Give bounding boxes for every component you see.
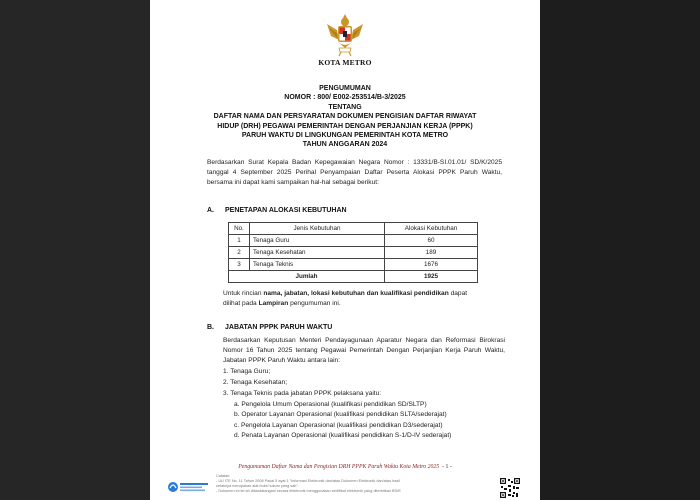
garuda-emblem-icon — [325, 10, 365, 58]
heading-line: PENGUMUMAN — [319, 85, 371, 92]
section-b-paragraph: Berdasarkan Keputusan Menteri Pendayagunaan Aparatur Negara dan Reformasi Birokrasi Nomor 16 Tahun 2025 tentang Pegawai Pemerintah Dengan Perjanjian Kerja Paruh Waktu, Jabatan PPPK Paruh Waktu antara lain: — [223, 337, 505, 364]
section-b-heading — [207, 324, 332, 331]
allocation-table — [228, 222, 478, 283]
heading-number: NOMOR : 800/ E002-253514/B-3/2025 — [284, 94, 406, 102]
list-item: d. Penata Layanan Operasional (kualifikasi pendidikan S-1/D-IV sederajat) — [234, 431, 452, 439]
table-row — [229, 259, 478, 271]
note-emphasis: nama, jabatan, lokasi kebutuhan dan kualifikasi pendidikan — [263, 290, 449, 297]
list-item: a. Pengelola Umum Operasional (kualifikasi pendidikan SD/SLTP) — [234, 401, 427, 408]
heading-subject: PARUH WAKTU DI LINGKUNGAN PEMERINTAH KOTA METRO — [241, 132, 449, 140]
table-header-row — [229, 223, 478, 235]
city-name: KOTA METRO — [318, 58, 372, 67]
note-text: dilihat pada — [223, 300, 259, 307]
section-a-heading — [207, 207, 347, 214]
heading-line: TENTANG — [328, 103, 362, 111]
section-title: JABATAN PPPK PARUH WAKTU — [225, 324, 333, 331]
note-text: Untuk rincian — [223, 290, 264, 297]
cell-jenis: Tenaga Teknis — [250, 259, 385, 271]
section-number: B. — [207, 324, 214, 331]
bsre-logo-icon — [167, 479, 211, 495]
column-header: Alokasi Kebutuhan — [385, 223, 478, 235]
heading-year: TAHUN ANGGARAN 2024 — [302, 141, 388, 149]
digital-signature-note — [216, 474, 416, 494]
total-value: 1925 — [385, 271, 478, 283]
qr-code-icon — [500, 478, 520, 498]
cell-alokasi: 60 — [385, 235, 478, 247]
technical-position-list — [234, 400, 451, 441]
cell-no: 1 — [229, 235, 250, 247]
footer-caption: Pengumuman Daftar Nama dan Pengisian DRH PPPK Paruh Waktu Kota Metro 2025 — [238, 464, 440, 470]
page-footer-caption — [150, 464, 540, 470]
cell-jenis: Tenaga Kesehatan — [250, 247, 385, 259]
section-title: PENETAPAN ALOKASI KEBUTUHAN — [225, 207, 347, 214]
cell-alokasi: 189 — [385, 247, 478, 259]
list-item: 3. Tenaga Teknis pada jabatan PPPK pelaksana yaitu: — [223, 390, 382, 397]
cell-alokasi: 1676 — [385, 259, 478, 271]
cell-no: 3 — [229, 259, 250, 271]
table-row — [229, 235, 478, 247]
column-header: No. — [229, 223, 250, 235]
heading-subject: HIDUP (DRH) PEGAWAI PEMERINTAH DENGAN PERJANJIAN KERJA (PPPK) — [217, 122, 473, 130]
note-line: - Dokumen ini tel ah ditandatangani secara elektronik menggunakan sertifikat elektronik yang diterbitkan BSrE — [216, 489, 401, 493]
table-total-row — [229, 271, 478, 283]
cell-jenis: Tenaga Guru — [250, 235, 385, 247]
note-line: - UU ITE No. 11 Tahun 2008 Pasal 5 ayat 1 "Informasi Elektronik dan/atau Dokumen Elektronik dan/atau hasil cetaknya merupakan alat bukti hukum yang sah". — [216, 479, 400, 488]
note-emphasis: Lampiran — [258, 300, 289, 307]
heading-subject: DAFTAR NAMA DAN PERSYARATAN DOKUMEN PENGISIAN DAFTAR RIWAYAT — [213, 113, 477, 121]
list-item: 1. Tenaga Guru; — [223, 368, 271, 375]
position-list — [223, 366, 381, 399]
note-text: pengumuman ini. — [288, 300, 341, 307]
table-row — [229, 247, 478, 259]
note-text: dapat — [448, 290, 468, 297]
cell-no: 2 — [229, 247, 250, 259]
page-number: - 1 - — [442, 464, 452, 470]
total-label: Jumlah — [229, 271, 385, 283]
announcement-heading — [150, 84, 540, 150]
section-a-note — [223, 289, 505, 309]
section-number: A. — [207, 207, 214, 214]
viewer-right-panel — [540, 0, 700, 500]
column-header: Jenis Kebutuhan — [250, 223, 385, 235]
document-page — [150, 0, 540, 500]
note-line: Catatan: — [216, 474, 231, 478]
list-item: b. Operator Layanan Operasional (kualifikasi pendidikan SLTA/sederajat) — [234, 411, 447, 419]
list-item: 2. Tenaga Kesehatan; — [223, 379, 288, 386]
viewer-left-panel — [0, 0, 150, 500]
list-item: c. Pengelola Layanan Operasional (kualifikasi pendidikan D3/sederajat) — [234, 421, 443, 429]
intro-paragraph: Berdasarkan Surat Kepala Badan Kepegawaian Negara Nomor : 13331/B-SI.01.01/ SD/K/2025 tanggal 4 September 2025 Perihal Penyampaian Daftar Peserta Alokasi PPPK Paruh Waktu, bersama ini dapat kami sampaikan hal-hal sebagai berikut: — [207, 159, 502, 186]
